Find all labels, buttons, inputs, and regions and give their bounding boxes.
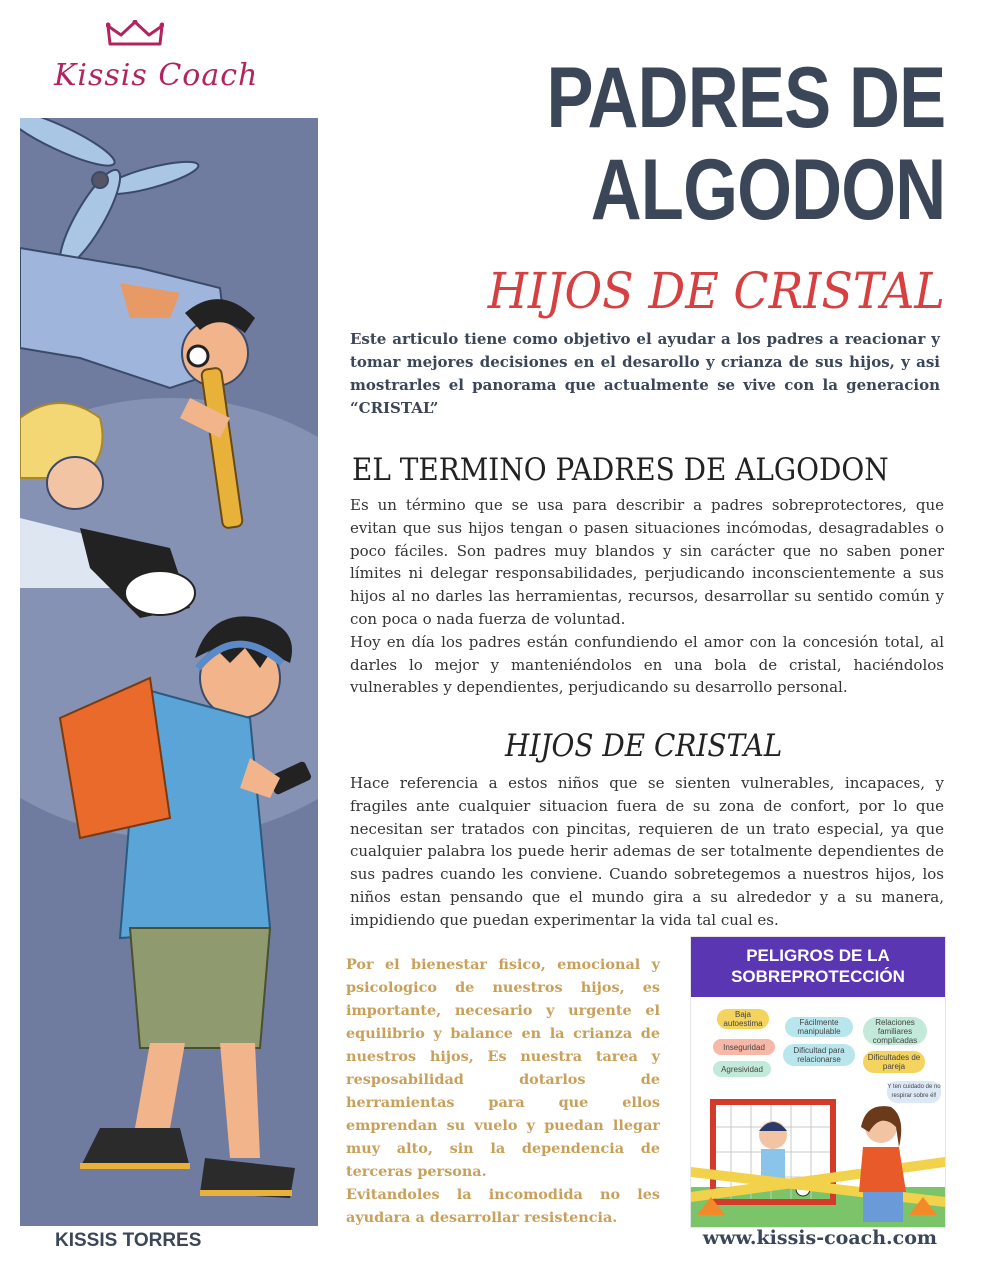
danger-item: Inseguridad: [713, 1039, 775, 1055]
danger-item: Baja autoestima: [717, 1009, 769, 1029]
section1-body: [350, 494, 944, 699]
logo-text: Kissis Coach: [54, 58, 259, 93]
main-title: [546, 52, 945, 236]
danger-item: Fácilmente manipulable: [785, 1017, 853, 1037]
infographic-title-line1: PELIGROS DE LA: [746, 946, 890, 965]
main-title-line1: PADRES DE: [546, 50, 945, 146]
infographic-title-line2: SOBREPROTECCIÓN: [731, 967, 905, 986]
section1-heading: EL TERMINO PADRES DE ALGODON: [352, 452, 889, 488]
section2-heading: HIJOS DE CRISTAL: [505, 728, 783, 764]
overprotective-parents-illustration: [20, 118, 318, 1226]
logo: [40, 18, 259, 108]
section2-paragraph: Hace referencia a estos niños que se sienten vulnerables, incapaces, y fragiles ante cualquier situacion fuera de su zona de confort, por lo que necesitan ser tratados con pincitas, requieren de un trato especial, ya que cualquier palabra los puede herir ademas de ser totalmente dependientes de sus padres cuando les conviene. Cuando sobretegemos a nuestros hijos, los niños estan pensando que el mundo gira a su alrededor y a su manera, impidiendo que puedan experimentar la vida tal cual es.: [350, 774, 944, 929]
closing-paragraph2: Evitandoles la incomodida no les ayudara a desarrollar resistencia.: [346, 1186, 660, 1226]
danger-item: Dificultad para relacionarse: [783, 1044, 855, 1066]
closing-text: [346, 953, 660, 1229]
author-name: KISSIS TORRES: [55, 1230, 202, 1251]
website-link[interactable]: www.kissis-coach.com: [702, 1227, 937, 1249]
section1-paragraph1: Es un término que se usa para describir a padres sobreprotectores, que evitan que sus hijos tengan o pasen situaciones incómodas, desagradables o poco fáciles. Son padres muy blandos y sin carácter que no saben poner límites ni delegar responsabilidades, perjudicando inconscientemente a sus hijos al no darles las herramientas, recursos, desarrollar su sentido común y con poca o nada fuerza de voluntad.: [350, 496, 944, 628]
main-title-line2: ALGODON: [590, 142, 945, 238]
helicopter-rotor: [20, 118, 201, 273]
closing-paragraph1: Por el bienestar fisico, emocional y psicologico de nuestros hijos, es importante, necesario y urgente el equilibrio y balance en la crianza de nuestros hijos, Es nuestra tarea y resposabilidad dotarlos de herramientas para que ellos emprendan su vuelo y puedan llegar muy alto, sin la dependencia de terceras persona.: [346, 956, 660, 1180]
infographic-header: [691, 937, 945, 997]
kids-goal-cartoon: [691, 1097, 945, 1227]
illustration-panel: [20, 118, 318, 1226]
subtitle: HIJOS DE CRISTAL: [487, 262, 945, 320]
crown-icon: [106, 20, 164, 48]
danger-item: Dificultades de pareja: [863, 1051, 925, 1073]
danger-item: Relaciones familiares complicadas: [863, 1017, 927, 1045]
infographic: [690, 936, 946, 1228]
danger-item: Agresividad: [713, 1061, 771, 1077]
speech-bubble: Y ten cuidado de no respirar sobre él!: [887, 1081, 941, 1103]
section1-paragraph2: Hoy en día los padres están confundiendo el amor con la concesión total, al darles lo mejor y manteniéndolos en una bola de cristal, haciéndolos vulnerables y dependientes, perjudicando su desarrollo personal.: [350, 632, 944, 697]
intro-paragraph: Este articulo tiene como objetivo el ayudar a los padres a reacionar y tomar mejores decisiones en el desarollo y crianza de sus hijos, y asi mostrarles el panorama que actualmente se vive con la generacion “CRISTAL”: [350, 330, 940, 417]
